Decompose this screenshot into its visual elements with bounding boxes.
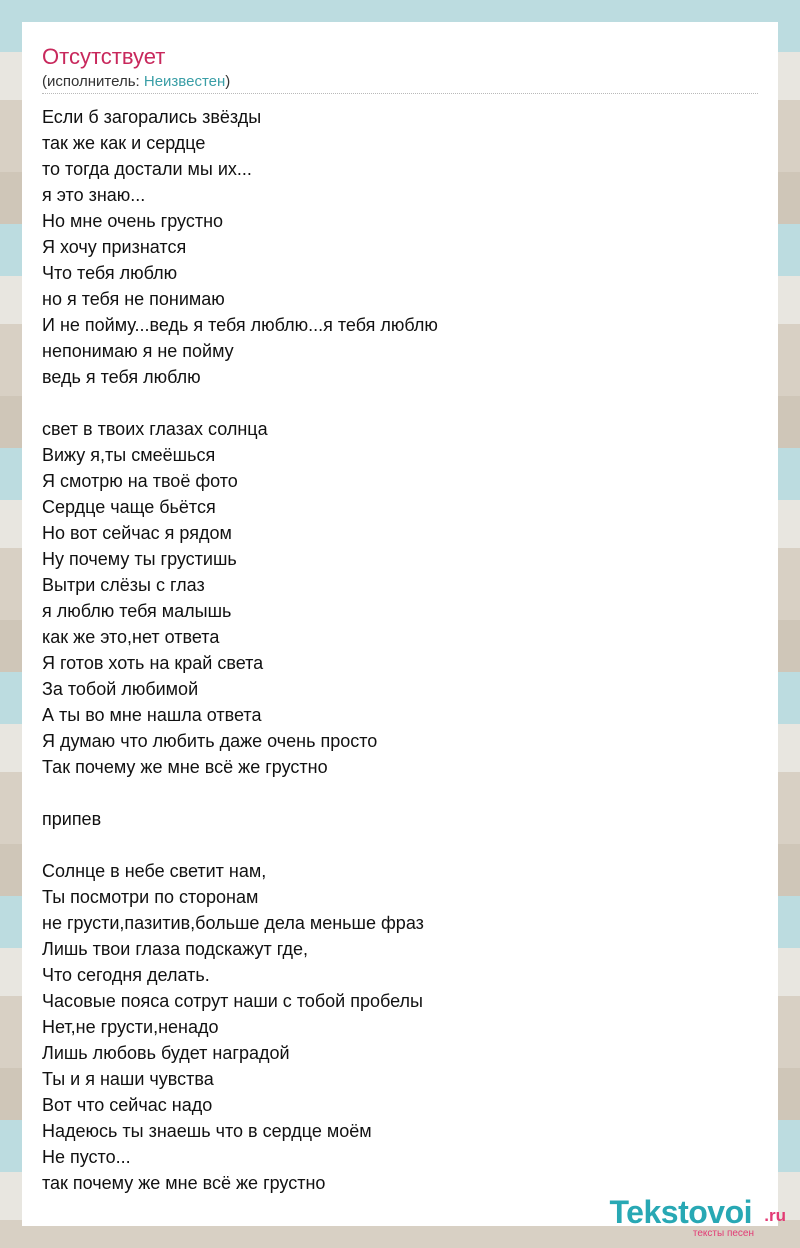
lyric-line: За тобой любимой [42,679,199,699]
lyric-line: то тогда достали мы их... [42,159,252,179]
logo-domain: .ru [764,1206,786,1225]
lyric-line: Я хочу признатся [42,237,187,257]
lyric-line: Вижу я,ты смеёшься [42,445,216,465]
song-title: Отсутствует [42,44,166,69]
lyric-line: Вытри слёзы с глаз [42,575,205,595]
lyric-line: не грусти,пазитив,больше дела меньше фраз [42,913,424,933]
lyric-line: непонимаю я не пойму [42,341,234,361]
lyric-line: Ну почему ты грустишь [42,549,237,569]
lyric-line: Нет,не грусти,ненадо [42,1017,219,1037]
performer-suffix: ) [225,73,231,90]
lyric-line: Сердце чаще бьётся [42,497,216,517]
lyric-line: Вот что сейчас надо [42,1095,213,1115]
lyric-line: Но мне очень грустно [42,211,224,231]
lyric-line: как же это,нет ответа [42,627,220,647]
lyric-line: Что сегодня делать. [42,965,210,985]
lyric-line: Лишь твои глаза подскажут где, [42,939,309,959]
lyric-line: Надеюсь ты знаешь что в сердце моём [42,1121,372,1141]
lyric-line: Но вот сейчас я рядом [42,523,232,543]
lyric-line: Солнце в небе светит нам, [42,861,267,881]
title-divider [42,93,758,94]
lyric-line: Так почему же мне всё же грустно [42,757,328,777]
lyric-line: я люблю тебя малышь [42,601,232,621]
lyric-line: Не пусто... [42,1147,131,1167]
lyric-line: ведь я тебя люблю [42,367,201,387]
lyric-line: И не пойму...ведь я тебя люблю...я тебя люблю [42,315,438,335]
lyric-line [42,390,742,416]
lyric-line: я это знаю... [42,185,146,205]
lyric-line [42,780,742,806]
lyric-line: Лишь любовь будет наградой [42,1043,290,1063]
lyric-line: Я смотрю на твоё фото [42,471,238,491]
lyric-line: свет в твоих глазах солнца [42,419,268,439]
logo-tagline: тексты песен [692,1228,754,1239]
lyric-line: Я думаю что любить даже очень просто [42,731,378,751]
lyric-line: Я готов хоть на край света [42,653,264,673]
logo-name: Tekstovoi [609,1194,752,1230]
lyric-line [42,832,742,858]
lyric-line: так же как и сердце [42,133,206,153]
lyrics-text [42,104,742,1196]
site-logo[interactable] [582,1194,792,1240]
lyric-line: Ты и я наши чувства [42,1069,214,1089]
lyric-line: Часовые пояса сотрут наши с тобой пробелы [42,991,423,1011]
artist-link[interactable]: Неизвестен [143,73,226,90]
lyric-line: так почему же мне всё же грустно [42,1173,326,1193]
lyric-line: Что тебя люблю [42,263,178,283]
lyric-line: но я тебя не понимаю [42,289,225,309]
lyric-line: припев [42,809,102,829]
lyric-line: Ты посмотри по сторонам [42,887,259,907]
lyric-line: Если б загорались звёзды [42,107,262,127]
performer-line [42,73,230,90]
lyric-line: А ты во мне нашла ответа [42,705,262,725]
performer-prefix: (исполнитель: [42,73,144,90]
lyrics-card [22,22,778,1226]
